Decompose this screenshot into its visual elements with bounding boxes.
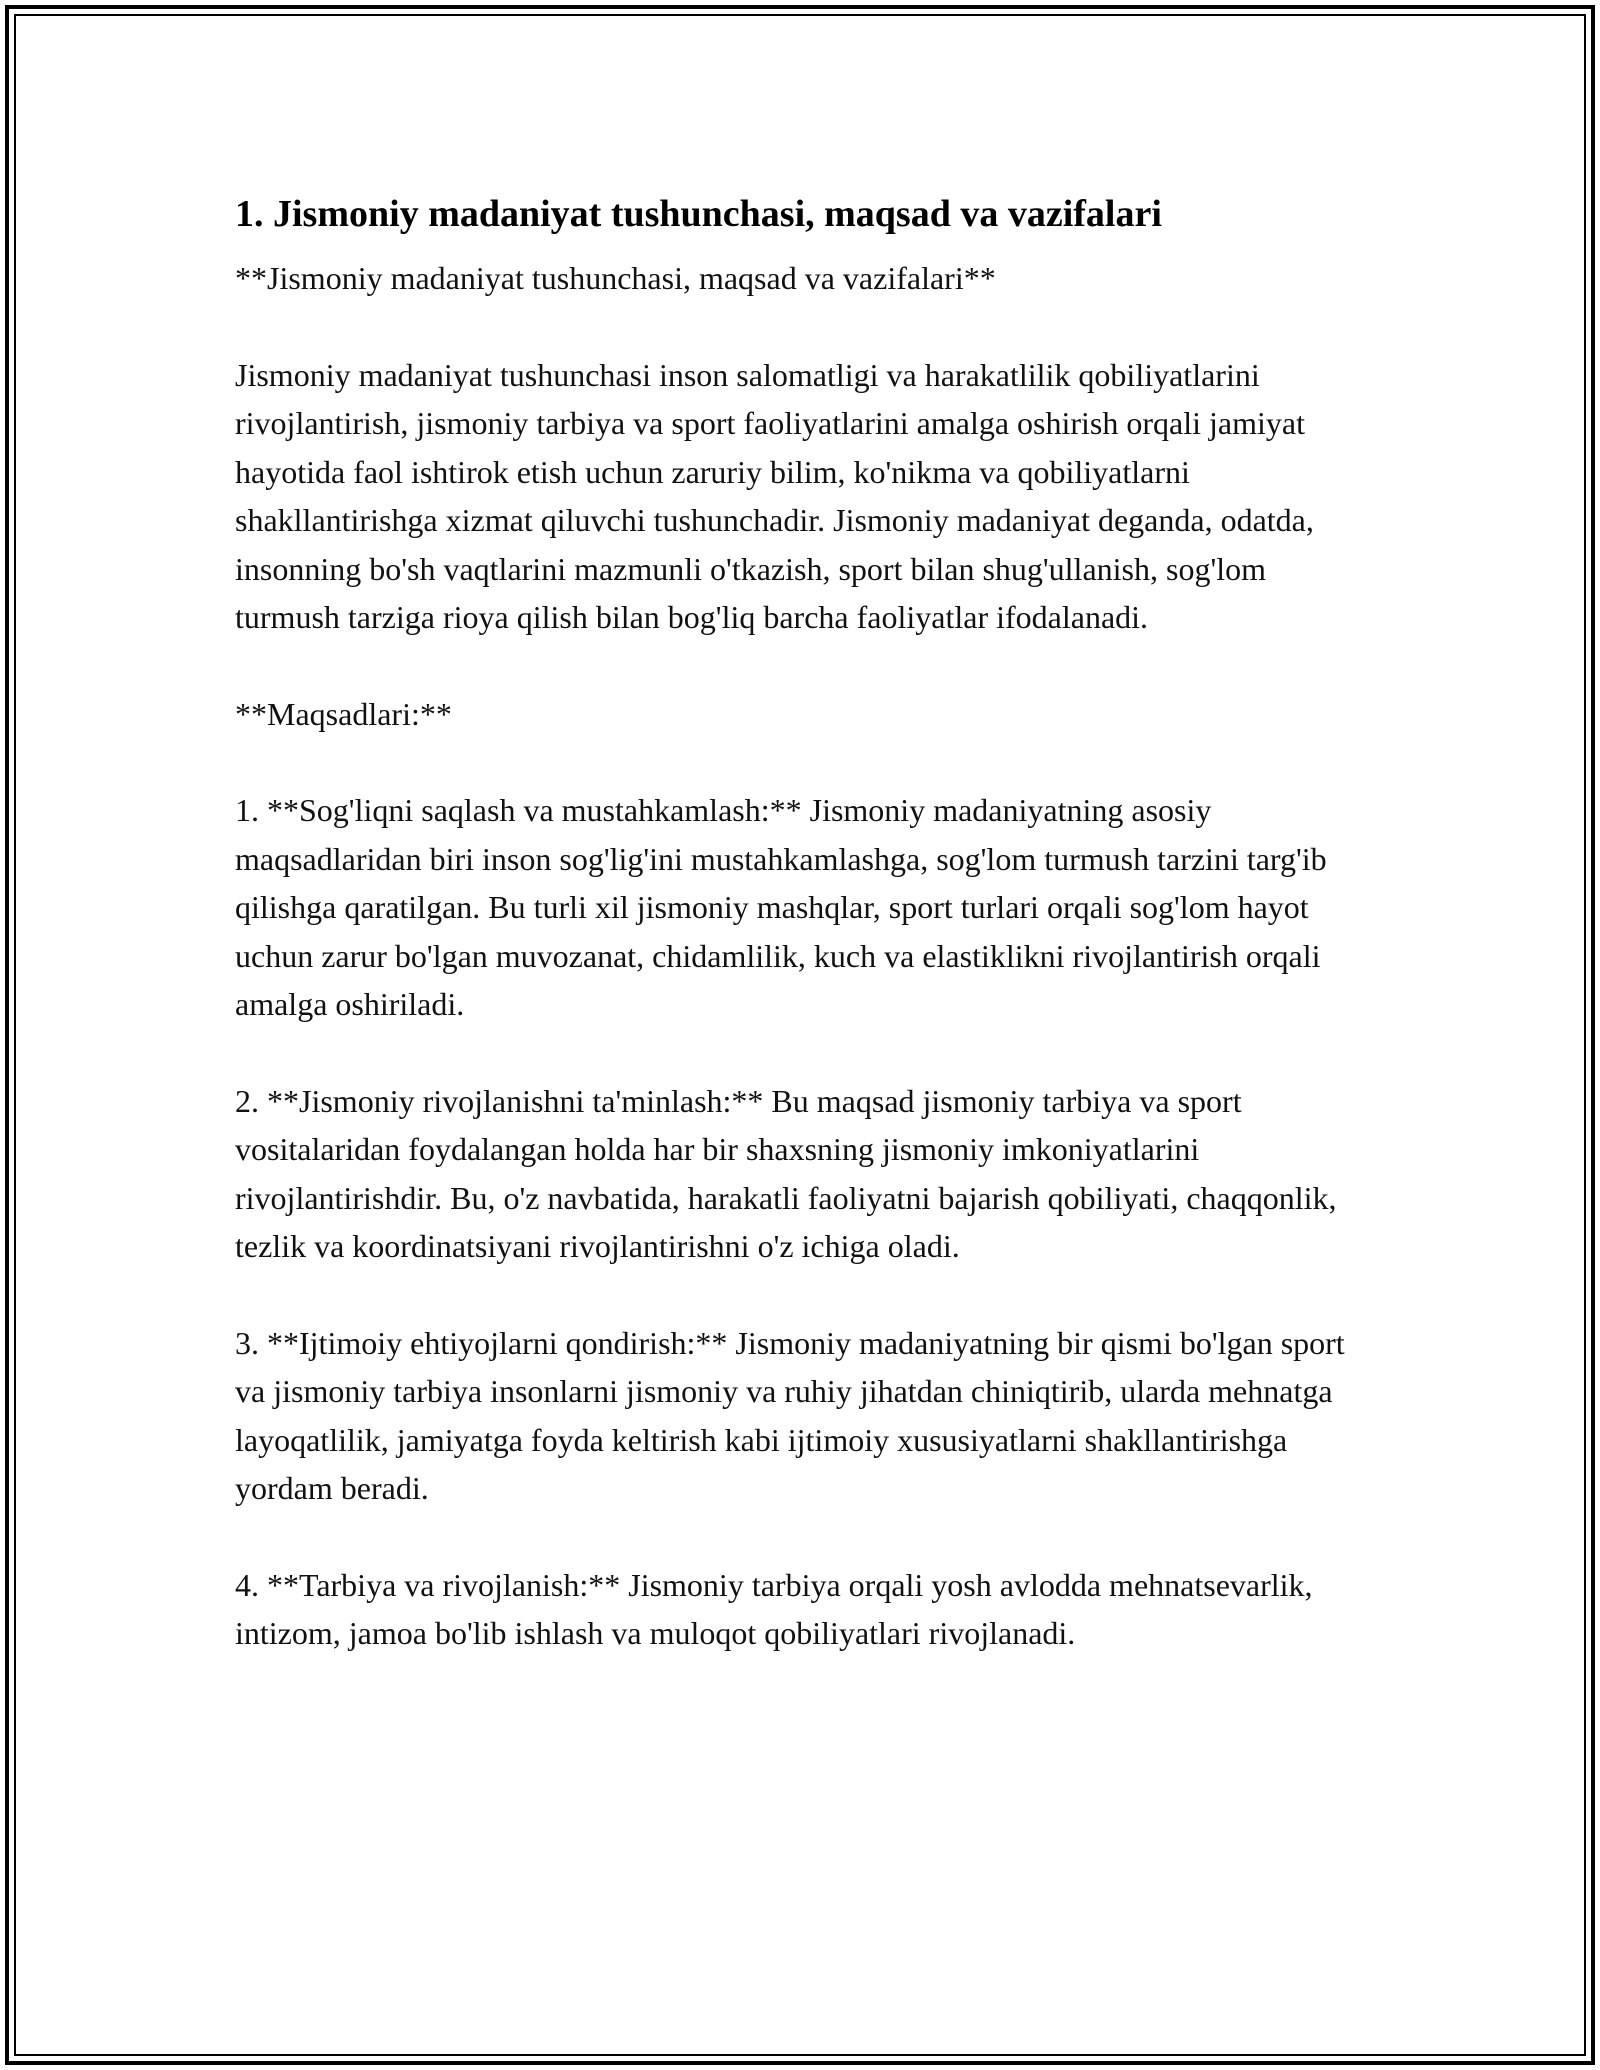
paragraph-goal-2: 2. **Jismoniy rivojlanishni ta'minlash:** Bu maqsad jismoniy tarbiya va sport vositalaridan foydalangan holda har bir shaxsning jismoniy imkoniyatlarini rivojlantirishdir. Bu, o'z navbatida, harakatli faoliyatni bajarish qobiliyati, chaqqonlik, tezlik va koordinatsiyani rivojlantirishni o'z ichiga oladi. <box>235 1082 1337 1264</box>
document-title: 1. Jismoniy madaniyat tushunchasi, maqsad va vazifalari <box>235 193 1162 235</box>
paragraph-goals-heading: **Maqsadlari:** <box>235 695 452 732</box>
document-body <box>235 186 1365 1658</box>
paragraph-goal-3: 3. **Ijtimoiy ehtiyojlarni qondirish:** Jismoniy madaniyatning bir qismi bo'lgan sport va jismoniy tarbiya insonlarni jismoniy va ruhiy jihatdan chiniqtirib, ularda mehnatga layoqatlilik, jamiyatga foyda keltirish kabi ijtimoiy xususiyatlarni shakllantirishga yordam beradi. <box>235 1324 1345 1506</box>
paragraph-goal-4: 4. **Tarbiya va rivojlanish:** Jismoniy tarbiya orqali yosh avlodda mehnatsevarlik, intizom, jamoa bo'lib ishlash va muloqot qobiliyatlari rivojlanadi. <box>235 1566 1313 1651</box>
paragraph-definition: Jismoniy madaniyat tushunchasi inson salomatligi va harakatlilik qobiliyatlarini rivojlantirish, jismoniy tarbiya va sport faoliyatlarini amalga oshirish orqali jamiyat hayotida faol ishtirok etish uchun zaruriy bilim, ko'nikma va qobiliyatlarni shakllantirishga xizmat qiluvchi tushunchadir. Jismoniy madaniyat deganda, odatda, insonning bo'sh vaqtlarini mazmunli o'tkazish, sport bilan shug'ullanish, sog'lom turmush tarziga rioya qilish bilan bog'liq barcha faoliyatlar ifodalanadi. <box>235 356 1314 635</box>
paragraph-subtitle: **Jismoniy madaniyat tushunchasi, maqsad va vazifalari** <box>235 260 996 296</box>
paragraph-goal-1: 1. **Sog'liqni saqlash va mustahkamlash:** Jismoniy madaniyatning asosiy maqsadlaridan biri inson sog'lig'ini mustahkamlashga, sog'lom turmush tarzini targ'ib qilishga qaratilgan. Bu turli xil jismoniy mashqlar, sport turlari orqali sog'lom hayot uchun zarur bo'lgan muvozanat, chidamlilik, kuch va elastiklikni rivojlantirish orqali amalga oshiriladi. <box>235 792 1327 1022</box>
